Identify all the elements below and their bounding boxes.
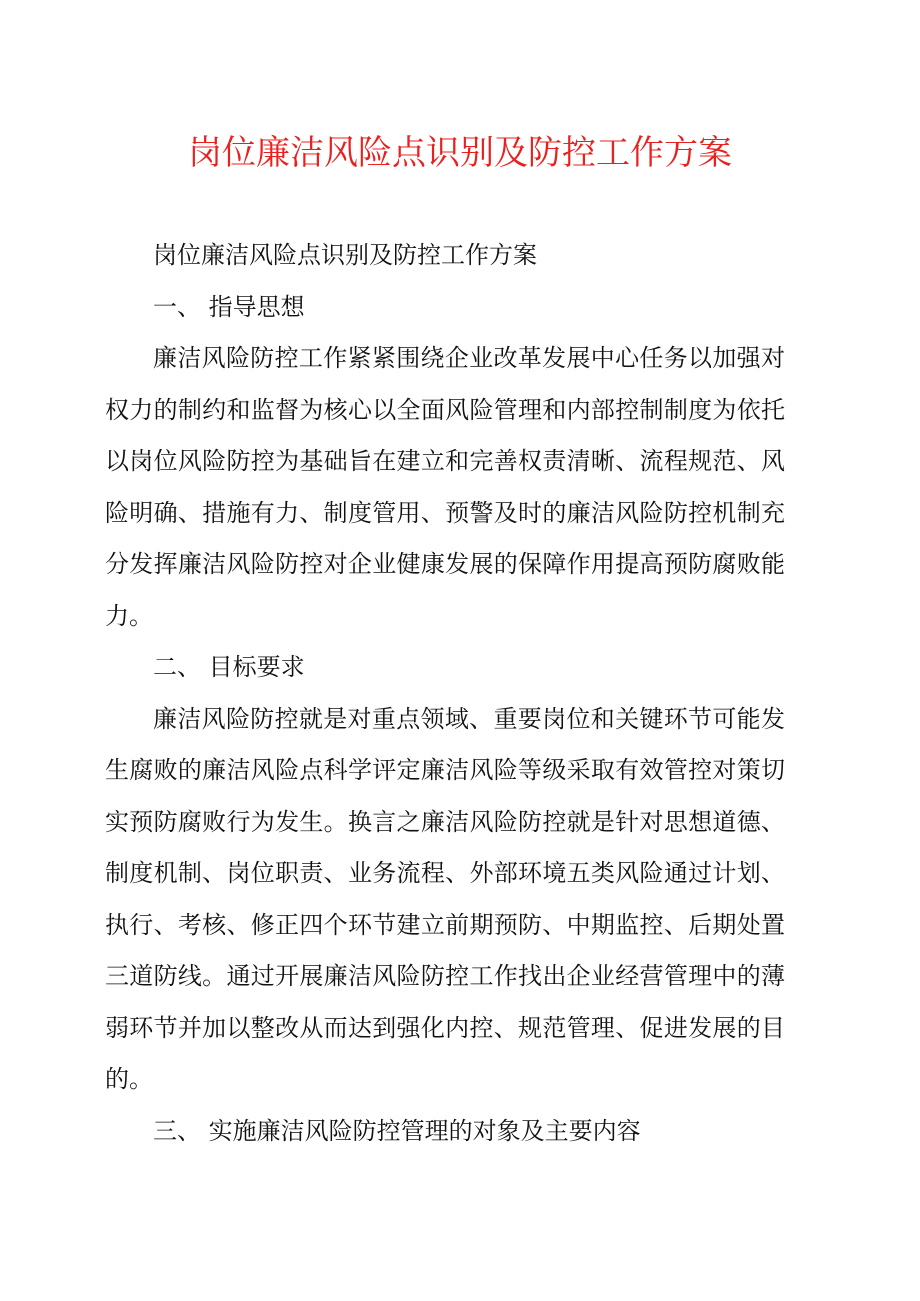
document-title: 岗位廉洁风险点识别及防控工作方案 (188, 133, 732, 173)
section-paragraph-guiding-thought: 廉洁风险防控工作紧紧围绕企业改革发展中心任务以加强对权力的制约和监督为核心以全面风险管理和内部控制制度为依托以岗位风险防控为基础旨在建立和完善权责清晰、流程规范、风险明确、措施有力、制度管用、预警及时的廉洁风险防控机制充分发挥廉洁风险防控对企业健康发展的保障作用提高预防腐败能力。 (105, 344, 785, 630)
document-body (105, 230, 785, 1157)
section-heading-objectives: 二、 目标要求 (153, 653, 305, 681)
section-heading-scope: 三、 实施廉洁风险防控管理的对象及主要内容 (153, 1116, 641, 1145)
document-subtitle: 岗位廉洁风险点识别及防控工作方案 (153, 241, 537, 269)
section-paragraph-objectives: 廉洁风险防控就是对重点领域、重要岗位和关键环节可能发生腐败的廉洁风险点科学评定廉洁风险等级采取有效管控对策切实预防腐败行为发生。换言之廉洁风险防控就是针对思想道德、制度机制、岗位职责、业务流程、外部环境五类风险通过计划、执行、考核、修正四个环节建立前期预防、中期监控、后期处置三道防线。通过开展廉洁风险防控工作找出企业经营管理中的薄弱环节并加以整改从而达到强化内控、规范管理、促进发展的目的。 (105, 704, 785, 1093)
section-heading-guiding-thought: 一、 指导思想 (153, 292, 305, 321)
